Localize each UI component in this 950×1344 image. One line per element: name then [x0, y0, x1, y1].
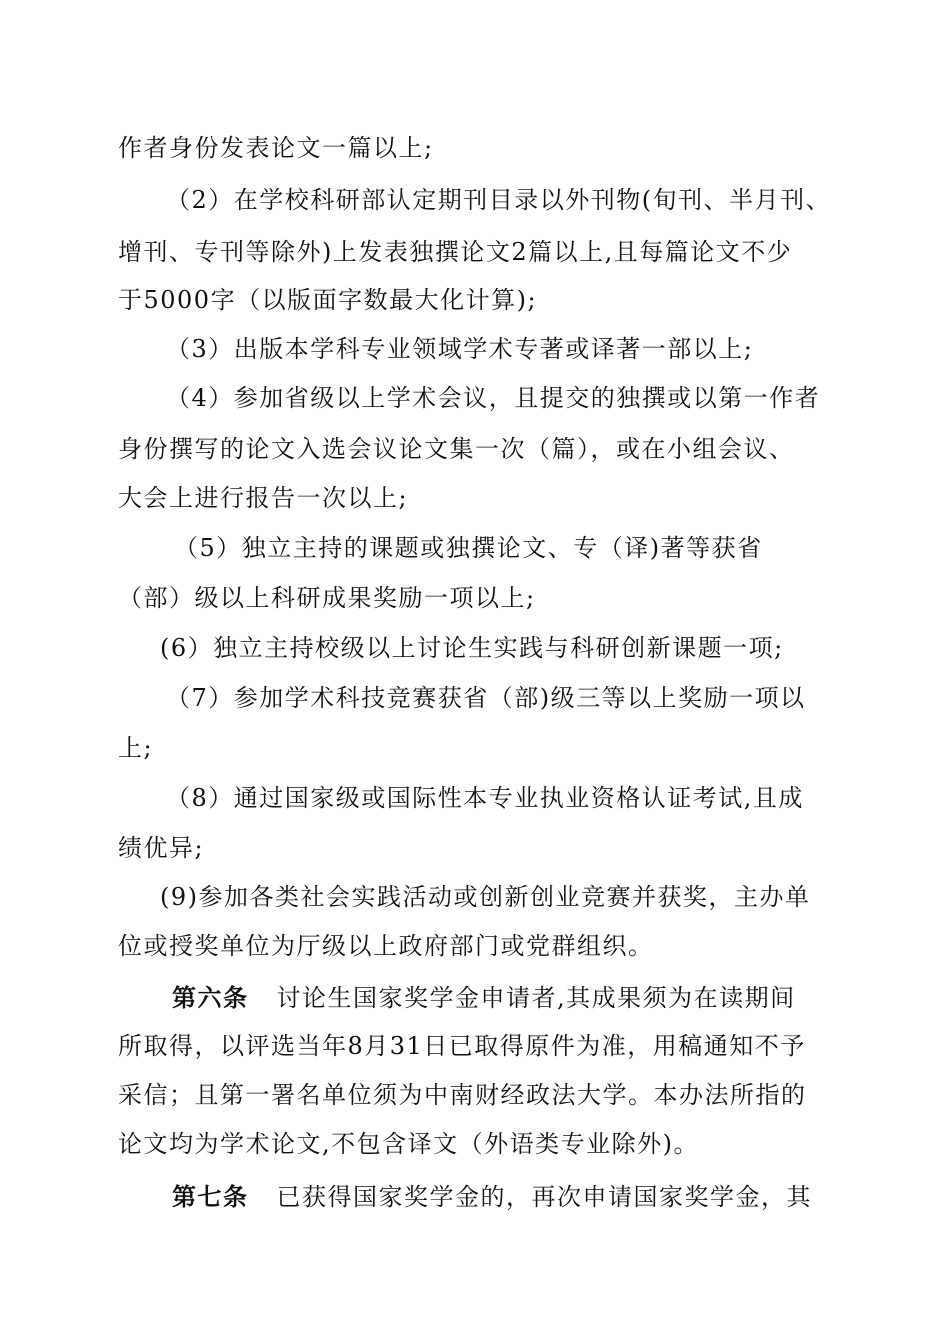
text-line: 大会上进行报告一次以上; — [118, 484, 409, 512]
text-line: 绩优异; — [118, 834, 205, 862]
text-line: （部）级以上科研成果奖励一项以上; — [118, 584, 536, 612]
article-7-heading: 第七条 — [172, 1182, 249, 1211]
article-7-first-line — [172, 1182, 812, 1212]
text-line: （4）参加省级以上学术会议，且提交的独撰或以第一作者 — [166, 384, 821, 412]
text-line: （2）在学校科研部认定期刊目录以外刊物(旬刊、半月刊、 — [166, 186, 832, 214]
text-line: 于5000字（以版面字数最大化计算); — [118, 286, 538, 314]
text-line: 身份撰写的论文入选会议论文集一次（篇），或在小组会议、 — [118, 435, 795, 463]
text-line: （3）出版本学科专业领域学术专著或译著一部以上; — [166, 335, 754, 363]
article-7-text: 已获得国家奖学金的，再次申请国家奖学金，其 — [276, 1183, 812, 1211]
article-6-heading: 第六条 — [172, 983, 249, 1012]
text-line: 采信；且第一署名单位须为中南财经政法大学。本办法所指的 — [118, 1081, 807, 1109]
text-line: 增刊、专刊等除外)上发表独撰论文2篇以上,且每篇论文不少 — [118, 238, 793, 266]
text-line: 论文均为学术论文,不包含译文（外语类专业除外)。 — [118, 1130, 699, 1158]
text-line: 上; — [118, 734, 154, 762]
article-6-text: 讨论生国家奖学金申请者,其成果须为在读期间 — [276, 984, 796, 1012]
text-line: (9)参加各类社会实践活动或创新创业竞赛并获奖，主办单 — [160, 883, 811, 911]
text-line: 作者身份发表论文一篇以上; — [118, 134, 434, 162]
article-6-first-line — [172, 983, 796, 1013]
text-line: （7）参加学术科技竞赛获省（部)级三等以上奖励一项以 — [166, 684, 806, 712]
text-line: （8）通过国家级或国际性本专业执业资格认证考试,且成 — [166, 784, 804, 812]
text-line: 所取得，以评选当年8月31日已取得原件为准，用稿通知不予 — [118, 1032, 806, 1060]
text-line: 位或授奖单位为厅级以上政府部门或党群组织。 — [118, 932, 654, 960]
text-line: (6）独立主持校级以上讨论生实践与科研创新课题一项; — [160, 634, 784, 662]
text-line: （5）独立主持的课题或独撰论文、专（译)著等获省 — [174, 534, 763, 562]
